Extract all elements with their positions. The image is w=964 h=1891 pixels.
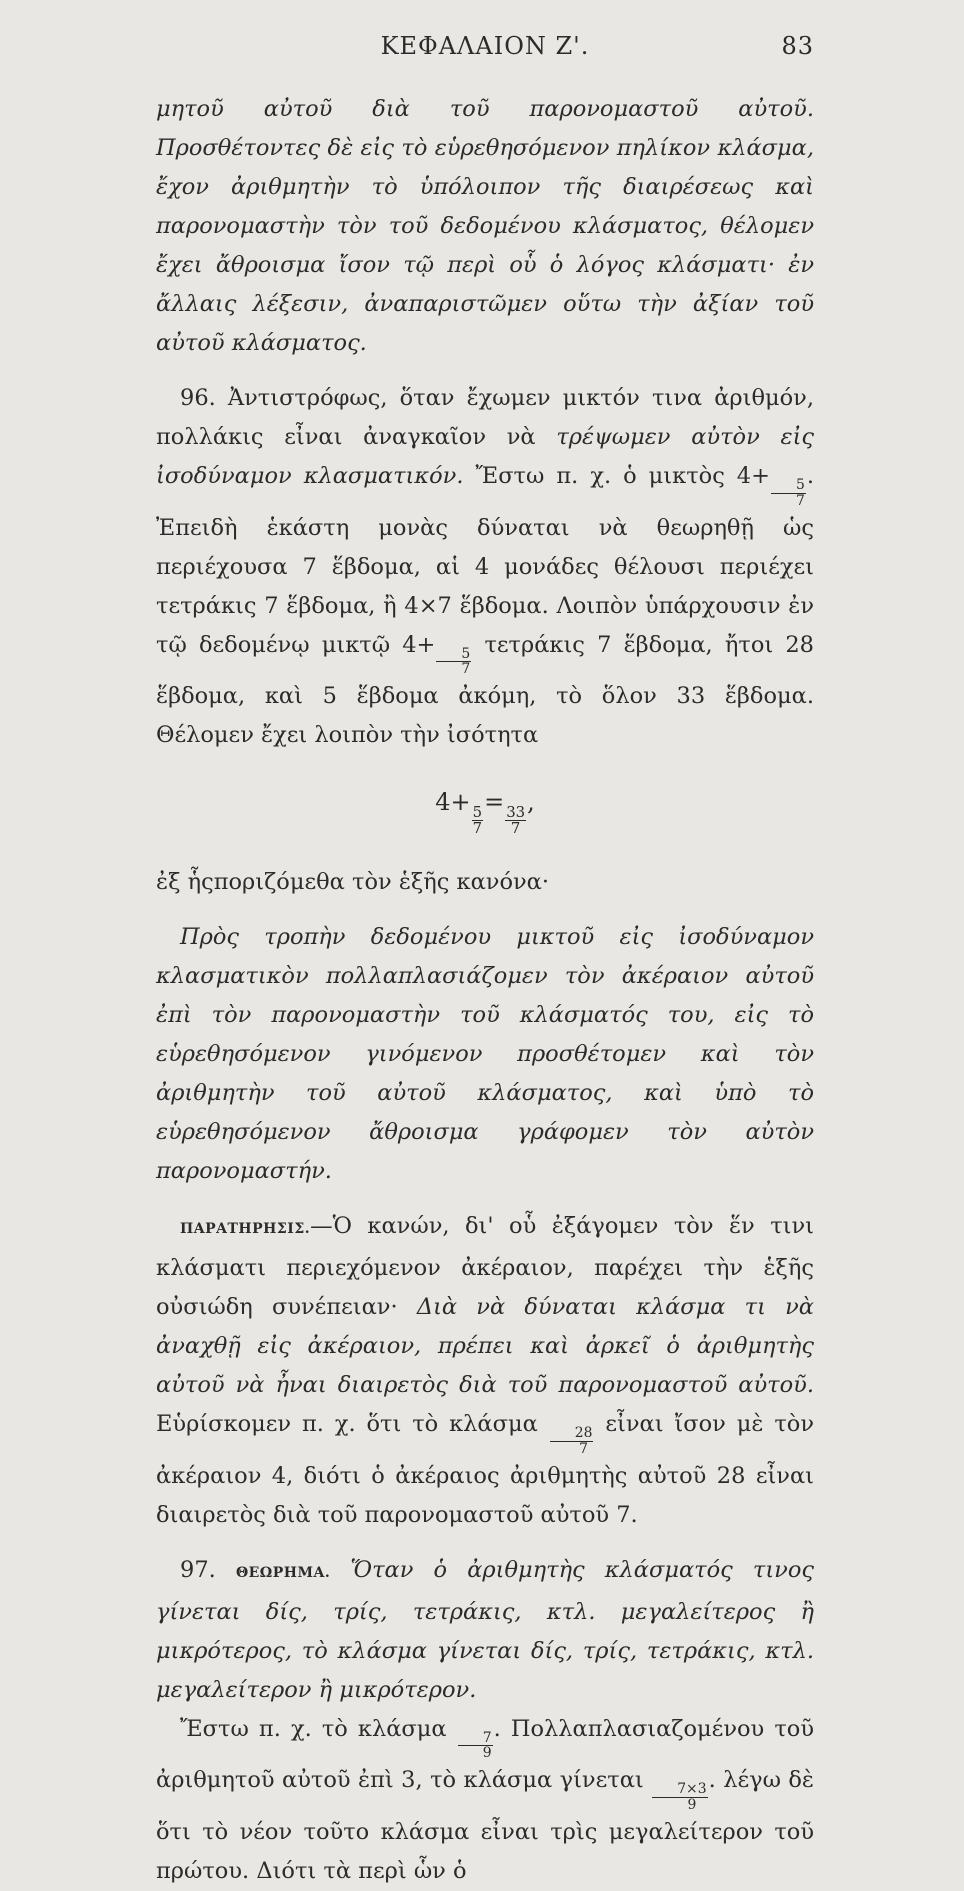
paragraph-continuation: μητοῦ αὐτοῦ διὰ τοῦ παρονομαστοῦ αὐτοῦ. Προσθέτοντες δὲ εἰς τὸ εὑρεθησόμενον πηλίκον κλάσμα, ἔχον ἀριθμητὴν τὸ ὑπόλοιπον τῆς διαιρέσεως καὶ παρονομαστὴν τὸν τοῦ δεδομένου κλάσματος, θέλομεν ἔχει ἄθροισμα ἴσον τῷ περὶ οὗ ὁ λόγος κλάσματι· ἐν ἄλλαις λέξεσιν, ἀναπαριστῶμεν οὕτω τὴν ἀξίαν τοῦ αὐτοῦ κλάσματος. bbox=[156, 96, 814, 356]
remark-corollary: Διὰ νὰ δύναται κλάσμα τι νὰ ἀναχθῇ εἰς ἀκέραιον, πρέπει καὶ ἀρκεῖ ὁ ἀριθμητὴς αὐτοῦ νὰ ἦναι διαιρετὸς διὰ τοῦ παρονομαστοῦ αὐτοῦ. bbox=[156, 1294, 815, 1398]
formula-fraction-left: $\frac{5}{7}$ bbox=[472, 802, 483, 838]
theorem-label: ΘΕΩΡΗΜΑ. bbox=[235, 1564, 331, 1581]
formula-fraction-right: $\frac{33}{7}$ bbox=[506, 802, 526, 838]
fraction-7x3-9: $\frac{7\times 3}{9}$ bbox=[652, 1782, 707, 1812]
p96-text-d: . Ἐπειδὴ ἑκάστη μονὰς δύναται νὰ θεωρηθῇ ὡς περιέχουσα 7 ἕβδομα, αἱ 4 μονάδες θέλουσι περιέχει τετράκις 7 ἕβδομα, ἢ 4×7 ἕβδομα. Λοιπὸν ὑπάρχουσιν ἐν τῷ δεδομένῳ μικτῷ 4+ bbox=[156, 463, 815, 658]
theorem-statement: Ὅταν ὁ ἀριθμητὴς κλάσματός τινος γίνεται δίς, τρίς, τετράκις, κτλ. μεγαλείτερος ἢ μικρότερος, τὸ κλάσμα γίνεται δίς, τρίς, τετράκις, κτλ. μεγαλείτερον ἢ μικρότερον. bbox=[156, 1556, 814, 1703]
chapter-title: ΚΕΦΑΛΑΙΟΝ Ζ'. bbox=[380, 32, 590, 60]
display-formula: 4+ $\frac{5}{7}$ = $\frac{33}{7}$ , bbox=[435, 788, 535, 838]
fraction-7-9: $\frac{7}{9}$ bbox=[458, 1731, 493, 1761]
fraction-5-7-second: $\frac{5}{7}$ bbox=[436, 647, 471, 677]
section-number-97: 97. bbox=[180, 1556, 216, 1583]
theorem-97 bbox=[156, 1551, 814, 1710]
p96-text-c: Ἔστω π. χ. ὁ μικτὸς 4+ bbox=[463, 463, 770, 489]
rule-statement: Πρὸς τροπὴν δεδομένου μικτοῦ εἰς ἰσοδύναμον κλασματικὸν πολλαπλασιάζομεν τὸν ἀκέραιον αὐτοῦ ἐπὶ τὸν παρονομαστὴν τοῦ κλάσματός του, εἰς τὸ εὑρεθησόμενον γινόμενον προσθέτομεν καὶ τὸν ἀριθμητὴν τοῦ αὐτοῦ κλάσματος, καὶ ὑπὸ τὸ εὑρεθησόμενον ἄθροισμα γράφομεν τὸν αὐτὸν παρονομαστήν. bbox=[156, 924, 814, 1184]
paragraph-96 bbox=[156, 379, 814, 755]
p96-text-a: 96. Ἀντιστρόφως, ὅταν ἔχωμεν μικτόν τινα ἀριθμόν, πολλάκις εἶναι ἀναγκαῖον νὰ bbox=[156, 385, 814, 450]
fraction-5-7: $\frac{5}{7}$ bbox=[771, 478, 806, 508]
p96-text-e: τετράκις 7 ἕβδομα, ἤτοι 28 ἕβδομα, καὶ 5 ἕβδομα ἀκόμη, τὸ ὅλον 33 ἕβδομα. Θέλομεν ἔχει λοιπὸν τὴν ἰσότητα bbox=[156, 631, 814, 749]
theorem-example: Ἔστω π. χ. τὸ κλάσμα $\frac{7}{9}$ . Πολλαπλασιαζομένου τοῦ ἀριθμητοῦ αὐτοῦ ἐπὶ 3, τὸ κλάσμα γίνεται $\frac{7\times 3}{9}$ . λέγω δὲ ὅτι τὸ νέον τοῦτο κλάσμα εἶναι τρὶς μεγαλείτερον τοῦ πρώτου. Διότι τὰ περὶ ὧν ὁ bbox=[156, 1715, 814, 1884]
remark-label: ΠΑΡΑΤΗΡΗΣΙΣ. bbox=[180, 1221, 311, 1237]
remark-paragraph: ΠΑΡΑΤΗΡΗΣΙΣ.—Ὁ κανών, δι' οὗ ἐξάγομεν τὸν ἕν τινι κλάσματι περιεχόμενον ἀκέραιον, παρέχει τὴν ἑξῆς οὐσιώδη συνέπειαν· Διὰ νὰ δύναται κλάσμα τι νὰ ἀναχθῇ εἰς ἀκέραιον, πρέπει καὶ ἀρκεῖ ὁ ἀριθμητὴς αὐτοῦ νὰ ἦναι διαιρετὸς διὰ τοῦ παρονομαστοῦ αὐτοῦ. Εὑρίσκομεν π. χ. ὅτι τὸ κλάσμα $\frac{28}{7}$ εἶναι ἴσον μὲ τὸν ἀκέραιον 4, διότι ὁ ἀκέραιος ἀριθμητὴς αὐτοῦ 28 εἶναι διαιρετὸς διὰ τοῦ παρονομαστοῦ αὐτοῦ 7. bbox=[156, 1213, 815, 1528]
fraction-28-7: $\frac{28}{7}$ bbox=[550, 1426, 594, 1456]
p96-text-b: τρέψωμεν αὐτὸν εἰς ἰσοδύναμον κλασματικόν. bbox=[156, 424, 814, 489]
rule-intro: ἐξ ἧςποριζόμεθα τὸν ἑξῆς κανόνα· bbox=[156, 869, 550, 895]
page-body bbox=[156, 90, 814, 1891]
page-number: 83 bbox=[781, 32, 814, 60]
running-head bbox=[156, 22, 814, 62]
